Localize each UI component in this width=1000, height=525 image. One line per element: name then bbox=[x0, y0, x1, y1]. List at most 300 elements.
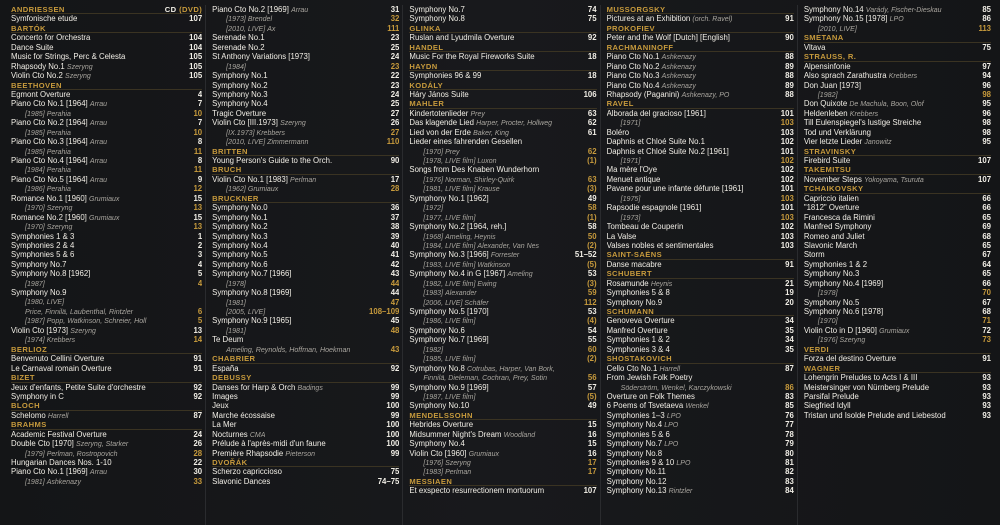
work-title: [1982, LIVE film] bbox=[423, 279, 476, 288]
work-entry bbox=[804, 298, 991, 307]
work-entry bbox=[607, 128, 794, 137]
cd-number: 110 bbox=[386, 137, 400, 147]
performer: Grumiaux bbox=[247, 186, 279, 194]
work-title: Symphony No.7 [1969] bbox=[409, 335, 489, 345]
cd-number: 91 bbox=[785, 14, 794, 24]
composer-header: BERLIOZ bbox=[11, 345, 202, 354]
work-entry bbox=[607, 90, 794, 99]
work-title: Lohengrin Preludes to Acts I & III bbox=[803, 373, 918, 383]
work-entry bbox=[11, 137, 202, 146]
cd-number: 74 bbox=[587, 5, 597, 14]
entry-text bbox=[212, 81, 388, 90]
work-title: Romeo and Juliet bbox=[803, 231, 865, 241]
work-entry bbox=[11, 33, 202, 42]
work-title: Midsummer Night's Dream bbox=[409, 429, 502, 439]
recording-subentry bbox=[409, 241, 596, 250]
entry-text bbox=[409, 52, 585, 61]
cd-number: 10 bbox=[193, 108, 203, 118]
cd-number: 56 bbox=[587, 373, 597, 383]
work-entry bbox=[804, 137, 991, 146]
composer-header: MESSIAEN bbox=[409, 477, 596, 486]
cd-number: 27 bbox=[390, 108, 400, 118]
work-entry bbox=[212, 81, 399, 90]
entry-text bbox=[804, 203, 980, 212]
cd-number: 99 bbox=[390, 391, 400, 401]
work-title: Symphony No.3 bbox=[212, 231, 268, 241]
cd-number: 30 bbox=[193, 467, 203, 477]
cd-number: 111 bbox=[387, 23, 400, 33]
cd-number: 103 bbox=[780, 127, 794, 137]
cd-number: 107 bbox=[189, 14, 203, 24]
work-title: [1984] bbox=[25, 166, 45, 175]
recording-subentry bbox=[409, 232, 596, 241]
cd-number: 98 bbox=[982, 127, 992, 137]
entry-text bbox=[212, 71, 388, 80]
work-entry bbox=[607, 14, 794, 23]
work-entry bbox=[804, 269, 991, 278]
work-entry bbox=[212, 222, 399, 231]
cd-number: 31 bbox=[390, 5, 400, 14]
work-entry bbox=[11, 99, 202, 108]
work-title: [1970] bbox=[25, 204, 45, 213]
performer: Ameling bbox=[507, 271, 533, 279]
entry-text bbox=[11, 298, 199, 307]
work-title: Lieder eines fahrenden Gesellen bbox=[409, 137, 523, 147]
work-entry bbox=[11, 250, 202, 259]
performer: LPO bbox=[676, 460, 691, 467]
entry-text bbox=[212, 411, 388, 420]
performer: Ewing bbox=[477, 280, 497, 288]
cd-number: 14 bbox=[193, 335, 203, 345]
work-entry bbox=[11, 213, 202, 222]
work-title: Violin Cto No.1 [1983] bbox=[212, 174, 288, 184]
cd-number: 15 bbox=[587, 439, 597, 449]
entry-text bbox=[607, 137, 778, 146]
recording-subentry bbox=[11, 307, 202, 316]
work-title: Violin Cto [III.1973] bbox=[212, 118, 278, 128]
work-entry bbox=[804, 241, 991, 250]
cd-number: 83 bbox=[785, 476, 794, 486]
composer-header: RACHMANINOFF bbox=[607, 43, 794, 52]
cd-number: 99 bbox=[390, 448, 400, 458]
work-title: Slavonic Dances bbox=[212, 476, 271, 486]
work-title: Violin Cto No.2 bbox=[11, 71, 63, 81]
work-entry bbox=[409, 90, 596, 99]
cd-number: 1 bbox=[197, 231, 203, 241]
work-title: Tristan und Isolde Prelude and Liebestod bbox=[803, 410, 946, 420]
work-title: [2010, LIVE] bbox=[817, 24, 857, 33]
work-entry bbox=[212, 430, 399, 439]
work-entry bbox=[607, 373, 794, 382]
work-entry bbox=[409, 52, 596, 61]
entry-text bbox=[212, 213, 388, 222]
work-title: Nocturnes bbox=[212, 429, 248, 439]
work-entry bbox=[804, 354, 991, 363]
recording-subentry bbox=[212, 298, 399, 307]
work-entry bbox=[607, 316, 794, 325]
entry-text bbox=[607, 109, 778, 118]
work-title: Slavonic March bbox=[803, 240, 858, 250]
work-title: [2010, LIVE] bbox=[226, 24, 266, 33]
recording-subentry bbox=[212, 62, 399, 71]
recording-subentry bbox=[11, 222, 202, 231]
work-title: Danse macabre bbox=[606, 259, 662, 269]
work-title: Firebird Suite bbox=[803, 156, 851, 165]
performer: Forrester bbox=[490, 252, 520, 260]
index-column-1 bbox=[8, 5, 202, 525]
cd-number: 3 bbox=[197, 250, 203, 260]
cd-number: 64 bbox=[982, 259, 992, 269]
work-title: [1973] bbox=[620, 213, 641, 222]
work-entry bbox=[409, 364, 596, 373]
work-entry bbox=[212, 439, 399, 448]
performer: Ashkenazy bbox=[661, 82, 696, 90]
work-title: Tragic Overture bbox=[212, 108, 267, 118]
entry-text bbox=[804, 213, 980, 222]
work-title: "1812" Overture bbox=[803, 203, 860, 213]
entry-text bbox=[804, 326, 980, 336]
work-entry bbox=[409, 430, 596, 439]
work-title: [1982] bbox=[817, 90, 838, 99]
work-title: Symphony No.8 bbox=[606, 448, 663, 458]
work-title: [1979] bbox=[25, 449, 45, 458]
cd-number: 112 bbox=[584, 297, 597, 307]
work-title: [1983] bbox=[423, 289, 444, 298]
work-title: Symphonies 1 & 2 bbox=[803, 259, 868, 269]
work-title: Symphony No.13 bbox=[606, 486, 667, 496]
entry-text bbox=[11, 430, 190, 439]
entry-text bbox=[409, 364, 593, 374]
cd-number: 44 bbox=[390, 278, 400, 288]
entry-text bbox=[11, 194, 190, 204]
entry-text bbox=[409, 486, 580, 495]
cd-number: 103 bbox=[780, 231, 794, 241]
entry-text bbox=[11, 137, 195, 147]
work-title: Symphonies 5 & 8 bbox=[606, 288, 670, 298]
work-title: Daphnis et Chloé Suite No.1 bbox=[606, 137, 705, 147]
cd-number: 97 bbox=[982, 61, 992, 71]
recording-subentry bbox=[409, 279, 596, 288]
recording-subentry bbox=[409, 203, 596, 212]
work-entry bbox=[409, 33, 596, 42]
entry-text bbox=[212, 156, 388, 165]
cd-number: 87 bbox=[193, 410, 203, 420]
composer-header: BEETHOVEN bbox=[11, 81, 202, 90]
work-title: Piano Cto No.2 [1964] bbox=[11, 118, 88, 128]
work-entry bbox=[804, 250, 991, 259]
cd-label: CD bbox=[164, 5, 177, 14]
work-title: [1987, LIVE film] bbox=[423, 392, 476, 401]
work-title: Music For the Royal Fireworks Suite bbox=[409, 52, 535, 62]
cd-number: 17 bbox=[587, 458, 597, 467]
performer: Perahia bbox=[46, 186, 71, 194]
composer-header: MENDELSSOHN bbox=[409, 411, 596, 420]
recording-subentry bbox=[409, 345, 596, 354]
work-title: [1971] bbox=[620, 119, 641, 128]
entry-text bbox=[804, 336, 980, 345]
entry-text bbox=[11, 478, 190, 487]
work-entry bbox=[409, 439, 596, 448]
composer-header: VERDI bbox=[804, 345, 991, 354]
cd-number: 69 bbox=[982, 222, 992, 232]
performer: Ashkenazy bbox=[661, 54, 696, 62]
work-title: Symphony No.5 bbox=[212, 250, 268, 260]
work-title: Symphony No.5 bbox=[803, 297, 860, 307]
performer: Arrau bbox=[89, 158, 108, 165]
entry-text bbox=[409, 33, 585, 42]
recording-subentry bbox=[409, 147, 596, 156]
entry-text bbox=[607, 326, 783, 335]
work-title: [1974] bbox=[25, 336, 45, 345]
work-title: Tombeau de Couperin bbox=[606, 222, 684, 232]
entry-text bbox=[607, 449, 783, 458]
work-entry bbox=[409, 14, 596, 23]
cd-number: 84 bbox=[785, 486, 794, 496]
work-title: Symphony No.9 bbox=[11, 288, 67, 298]
recording-subentry bbox=[212, 307, 399, 316]
entry-text bbox=[804, 392, 980, 401]
entry-text bbox=[409, 269, 585, 279]
work-title: Rhapsody No.1 bbox=[11, 61, 65, 71]
performer: Perahia bbox=[46, 129, 71, 137]
work-title: Serenade No.2 bbox=[212, 42, 265, 52]
work-entry bbox=[607, 335, 794, 344]
work-entry bbox=[11, 175, 202, 184]
entry-text bbox=[11, 288, 199, 297]
recording-subentry bbox=[11, 279, 202, 288]
performer: Arrau bbox=[89, 139, 108, 147]
recording-subentry bbox=[607, 156, 794, 165]
performer: Grumiaux bbox=[468, 450, 499, 458]
index-column-4 bbox=[600, 5, 794, 525]
work-entry bbox=[11, 241, 202, 250]
cd-number: 79 bbox=[785, 439, 794, 449]
work-title: Violin Cto [1960] bbox=[409, 448, 467, 458]
cd-number: 91 bbox=[193, 354, 203, 364]
entry-text bbox=[804, 411, 980, 420]
entry-text bbox=[212, 15, 388, 24]
recording-subentry bbox=[607, 118, 794, 127]
recording-subentry bbox=[11, 477, 202, 486]
work-title: Till Eulenspiegel's lustige Streiche bbox=[803, 118, 922, 128]
recording-subentry bbox=[11, 165, 202, 174]
work-title: Piano Cto No.3 bbox=[606, 71, 660, 81]
recording-subentry bbox=[804, 288, 991, 297]
recording-subentry bbox=[11, 203, 202, 212]
work-title: Symphony No.0 bbox=[212, 203, 268, 213]
entry-text bbox=[607, 232, 778, 241]
work-entry bbox=[212, 401, 399, 410]
cd-number: 42 bbox=[390, 259, 400, 269]
composer-header: BRAHMS bbox=[11, 420, 202, 429]
cd-number: 102 bbox=[780, 165, 794, 175]
cd-number: 37 bbox=[390, 212, 400, 222]
cd-number: 99 bbox=[390, 410, 400, 420]
work-title: Menuet antique bbox=[606, 174, 661, 184]
entry-text bbox=[212, 52, 388, 61]
cd-number: 103 bbox=[780, 193, 794, 203]
entry-text bbox=[607, 430, 783, 439]
work-title: Symphony No.8 bbox=[409, 14, 465, 24]
work-title: Romance No.1 [1960] bbox=[11, 193, 87, 203]
cd-number: 91 bbox=[982, 354, 992, 364]
work-title: [1980, LIVE] bbox=[25, 297, 65, 306]
entry-text bbox=[11, 250, 195, 259]
entry-text bbox=[409, 222, 585, 231]
recording-subentry bbox=[212, 24, 399, 33]
work-title: Symphony in C bbox=[11, 391, 64, 401]
work-entry bbox=[607, 175, 794, 184]
work-entry bbox=[804, 383, 991, 392]
work-entry bbox=[11, 90, 202, 99]
performer: Ax bbox=[267, 25, 276, 33]
cd-number: 105 bbox=[189, 52, 203, 62]
performer: Perahia bbox=[46, 167, 71, 175]
cd-number: 96 bbox=[982, 80, 992, 90]
entry-text bbox=[212, 420, 383, 429]
entry-text bbox=[607, 392, 783, 401]
work-entry bbox=[409, 118, 596, 127]
cd-number: 94 bbox=[982, 71, 992, 81]
work-title: Don Quixote bbox=[803, 99, 848, 109]
cd-number: 38 bbox=[390, 222, 400, 232]
cd-number: 7 bbox=[197, 99, 203, 109]
cd-number: 20 bbox=[785, 297, 794, 307]
cd-number: 66 bbox=[982, 193, 992, 203]
entry-text bbox=[804, 222, 980, 231]
work-entry bbox=[607, 137, 794, 146]
work-title: Le Carnaval romain Overture bbox=[11, 363, 112, 373]
entry-text bbox=[212, 269, 388, 278]
work-entry bbox=[607, 288, 794, 297]
entry-text bbox=[212, 90, 388, 99]
recording-subentry bbox=[212, 184, 399, 193]
recording-subentry bbox=[804, 335, 991, 344]
cd-number: 53 bbox=[587, 269, 597, 279]
work-title: Söderström, Wenkel, Karczykowski bbox=[620, 383, 732, 392]
composer-header: BRUCKNER bbox=[212, 194, 399, 203]
recording-subentry bbox=[11, 298, 202, 307]
entry-text bbox=[11, 260, 195, 269]
recording-subentry bbox=[804, 316, 991, 325]
entry-text bbox=[11, 90, 195, 99]
entry-text bbox=[409, 439, 585, 448]
work-title: Ma mère l'Oye bbox=[606, 165, 658, 175]
entry-text bbox=[11, 156, 195, 166]
composer-header: SCHUMANN bbox=[607, 307, 794, 316]
work-title: Symphony No.7 bbox=[409, 5, 465, 14]
work-title: [1985] bbox=[25, 147, 45, 156]
work-title: Symphonies 5 & 6 bbox=[606, 429, 670, 439]
work-entry bbox=[804, 411, 991, 420]
work-title: Songs from Des Knaben Wunderhorn bbox=[409, 165, 540, 175]
entry-text bbox=[607, 345, 783, 354]
performer: Woodland bbox=[503, 431, 536, 439]
work-title: Alpensinfonie bbox=[803, 61, 851, 71]
work-entry bbox=[212, 316, 399, 325]
work-entry bbox=[212, 99, 399, 108]
entry-text bbox=[409, 346, 585, 355]
work-title: Benvenuto Cellini Overture bbox=[11, 354, 105, 364]
work-title: Rosamunde bbox=[606, 278, 649, 288]
work-entry bbox=[409, 165, 596, 174]
performer: Ashkenazy bbox=[46, 478, 81, 486]
recording-subentry bbox=[409, 156, 596, 165]
work-title: Siegfried Idyll bbox=[803, 401, 851, 411]
work-title: La Valse bbox=[606, 231, 637, 241]
work-entry bbox=[409, 269, 596, 278]
work-entry bbox=[804, 213, 991, 222]
entry-text bbox=[804, 307, 980, 316]
work-entry bbox=[804, 232, 991, 241]
work-title: Academic Festival Overture bbox=[11, 429, 107, 439]
work-entry bbox=[11, 118, 202, 127]
cd-number: 103 bbox=[780, 240, 794, 250]
composer-header: BARTÓK bbox=[11, 24, 202, 33]
dvd-number: (4) bbox=[587, 316, 597, 326]
cd-number: 83 bbox=[785, 391, 794, 401]
performer: Norman, Shirley-Quirk bbox=[445, 176, 515, 184]
performer: Krebbers bbox=[46, 337, 76, 345]
work-title: Vier letzte Lieder bbox=[803, 137, 863, 147]
cd-number: 26 bbox=[193, 439, 203, 449]
work-title: [1973] bbox=[226, 15, 246, 24]
work-title: Symphony No.3 bbox=[803, 269, 860, 279]
work-title: Symphony No.8 [1969] bbox=[212, 288, 292, 298]
dvd-number: (2) bbox=[587, 240, 597, 250]
cd-number: 108–109 bbox=[369, 307, 400, 316]
work-entry bbox=[409, 5, 596, 14]
work-entry bbox=[607, 401, 794, 410]
cd-number: 76 bbox=[785, 410, 794, 420]
work-entry bbox=[804, 203, 991, 212]
cd-number: 22 bbox=[390, 71, 400, 81]
work-title: Pictures at an Exhibition bbox=[606, 14, 691, 24]
cd-number: 25 bbox=[390, 99, 400, 109]
dvd-number: (2) bbox=[587, 354, 597, 364]
performer: Szeryng bbox=[46, 224, 73, 232]
work-entry bbox=[607, 279, 794, 288]
entry-text bbox=[409, 204, 585, 213]
work-title: Music for Strings, Perc & Celesta bbox=[11, 52, 126, 62]
entry-text bbox=[212, 203, 388, 212]
performer: Badings bbox=[297, 384, 323, 392]
work-entry bbox=[607, 71, 794, 80]
cd-number: 63 bbox=[587, 108, 597, 118]
work-title: Symphony No.2 bbox=[212, 80, 268, 90]
entry-text bbox=[11, 269, 195, 278]
work-title: [2010, LIVE] bbox=[226, 138, 266, 147]
recording-subentry bbox=[607, 213, 794, 222]
entry-text bbox=[607, 373, 791, 382]
performer: Prey bbox=[445, 148, 460, 156]
work-title: Symphony No.1 bbox=[212, 71, 268, 81]
entry-text bbox=[212, 392, 388, 401]
cd-number: 22 bbox=[193, 458, 203, 467]
work-title: [1986, LIVE film] bbox=[423, 317, 476, 326]
cd-number: 5 bbox=[197, 269, 203, 279]
performer: Perlman, Rostropovich bbox=[46, 450, 118, 458]
performer: Luxon bbox=[477, 158, 497, 165]
recording-subentry bbox=[11, 128, 202, 137]
performer: Szeryng bbox=[65, 73, 91, 81]
performer: Cotrubas, Harper, Van Bork, bbox=[467, 365, 555, 373]
work-title: Hebrides Overture bbox=[409, 420, 474, 430]
entry-text bbox=[607, 184, 778, 193]
work-title: [1981, LIVE film] bbox=[423, 185, 476, 194]
work-title: Symphony No.6 [1978] bbox=[803, 307, 884, 316]
work-title: [1978, LIVE film] bbox=[423, 157, 476, 165]
